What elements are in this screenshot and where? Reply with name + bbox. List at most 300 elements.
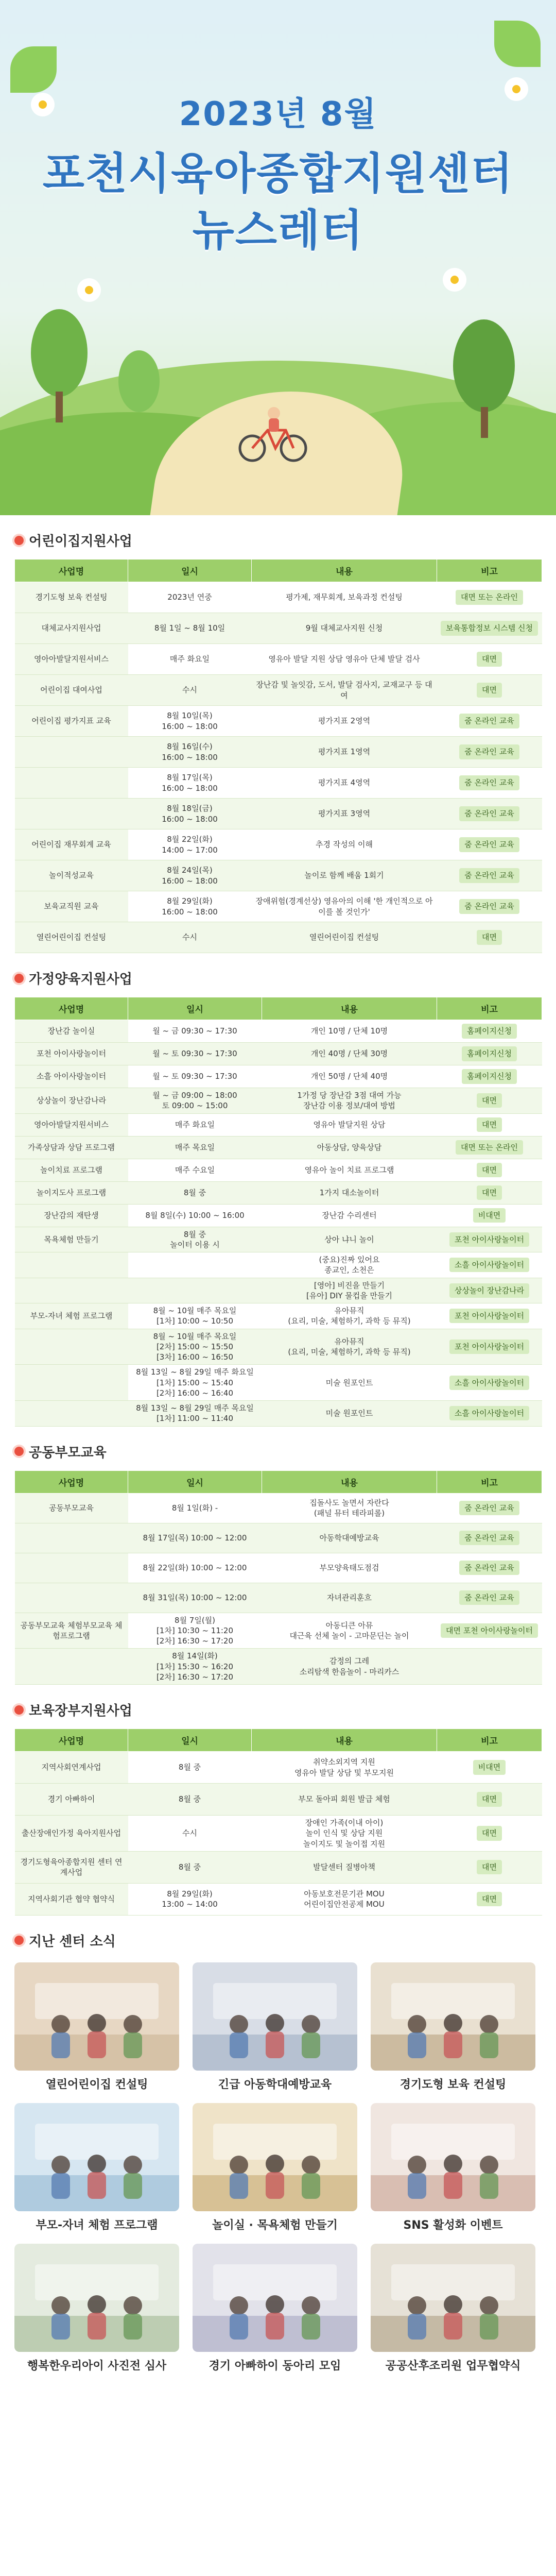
table-cell: 월 ~ 토 09:30 ~ 17:30: [128, 1043, 262, 1065]
method-badge: 대면: [477, 1185, 502, 1200]
news-photo: [14, 2103, 179, 2211]
table-row: [15, 1883, 542, 1915]
table-cell: (중요)진짜 있어요 종교인, 소천은: [262, 1252, 437, 1278]
table-cell: 1가정 당 장난감 3점 대여 가능 장난감 이용 정보/대여 방법: [262, 1088, 437, 1114]
news-photo: [14, 1962, 179, 2071]
table-cell: 8월 17일(목) 16:00 ~ 18:00: [128, 768, 252, 799]
table-row: [15, 768, 542, 799]
table-cell: [128, 1252, 262, 1278]
table-cell: [437, 582, 542, 613]
table-cell: 상아 냐니 놀이: [262, 1227, 437, 1252]
family-support-table: [14, 997, 542, 1427]
table-cell: 수시: [128, 922, 252, 953]
table-cell: 매주 화요일: [128, 1113, 262, 1136]
section-title: 가정양육지원사업: [14, 953, 542, 997]
table-row: [15, 644, 542, 675]
news-caption: 부모-자녀 체험 프로그램: [36, 2218, 158, 2232]
table-row: [15, 1159, 542, 1181]
table-cell: 평가지표 4영역: [252, 768, 437, 799]
family-support-section: [0, 953, 556, 1427]
table-cell: 8월 중: [128, 1851, 252, 1883]
caregiver-support-section: [0, 1685, 556, 1916]
table-cell: 보육교직원 교육: [15, 891, 128, 922]
section-title: 공동부모교육: [14, 1427, 542, 1470]
method-badge: 소흘 아이사랑놀이터: [449, 1406, 529, 1420]
table-cell: 포천 아이사랑놀이터: [15, 1043, 128, 1065]
table-cell: 1가지 대소놀이터: [262, 1181, 437, 1204]
table-cell: [437, 1181, 542, 1204]
table-cell: [15, 1649, 128, 1685]
column-header: 비고: [437, 997, 542, 1020]
hero-subtitle: 뉴스레터: [192, 205, 364, 256]
table-row: [15, 1303, 542, 1329]
table-header-row: [15, 997, 542, 1020]
table-row: [15, 582, 542, 613]
table-header-row: [15, 560, 542, 582]
table-cell: [437, 1583, 542, 1613]
table-cell: 놀이지도사 프로그램: [15, 1181, 128, 1204]
news-card: [371, 2103, 535, 2232]
caregiver-support-table: [14, 1728, 542, 1916]
column-header: 일시: [128, 1729, 252, 1752]
method-badge: 줌 온라인 교육: [459, 1501, 519, 1515]
column-header: 일시: [128, 1470, 262, 1493]
news-caption: 놀이실 · 목욕체험 만들기: [212, 2218, 338, 2232]
table-cell: 8월 24일(목) 16:00 ~ 18:00: [128, 860, 252, 891]
method-badge: 줌 온라인 교육: [459, 837, 519, 852]
table-cell: 놀이로 함께 배움 1회기: [252, 860, 437, 891]
table-cell: 소흘 아이사랑놀이터: [15, 1065, 128, 1088]
news-caption: 경기 아빠하이 동아리 모임: [208, 2359, 341, 2372]
table-row: [15, 1227, 542, 1252]
method-badge: 대면: [477, 683, 502, 697]
column-header: 사업명: [15, 997, 128, 1020]
table-cell: [437, 1329, 542, 1365]
table-row: [15, 1252, 542, 1278]
column-header: 사업명: [15, 1729, 128, 1752]
table-cell: 목욕체험 만들기: [15, 1227, 128, 1252]
table-row: [15, 1065, 542, 1088]
table-cell: 영유아 놀이 치료 프로그램: [262, 1159, 437, 1181]
table-row: [15, 1784, 542, 1816]
table-cell: 개인 50명 / 단체 40명: [262, 1065, 437, 1088]
method-badge: 대면: [477, 1892, 502, 1906]
table-cell: 8월 17일(목) 10:00 ~ 12:00: [128, 1523, 262, 1553]
hero-date: 2023년 8월: [179, 95, 377, 133]
table-cell: 아동학대예방교육: [262, 1523, 437, 1553]
column-header: 사업명: [15, 560, 128, 582]
table-cell: [437, 860, 542, 891]
table-cell: [437, 1816, 542, 1852]
table-row: [15, 1851, 542, 1883]
table-cell: 공동부모교육 체험부모교육 체험프로그램: [15, 1613, 128, 1649]
table-cell: 월 ~ 금 09:00 ~ 18:00 토 09:00 ~ 15:00: [128, 1088, 262, 1114]
section-marker-icon: [14, 1447, 24, 1456]
news-photo: [371, 2244, 535, 2352]
table-cell: [15, 1365, 128, 1401]
table-cell: 개인 40명 / 단체 30명: [262, 1043, 437, 1065]
table-cell: 8월 ~ 10월 매주 목요일 [1차] 10:00 ~ 10:50: [128, 1303, 262, 1329]
table-cell: [15, 799, 128, 829]
news-card: [14, 2244, 179, 2373]
table-cell: 경기도형육아종합지원 센터 연계사업: [15, 1851, 128, 1883]
method-badge: 대면: [477, 652, 502, 666]
table-row: [15, 1204, 542, 1227]
news-section: [0, 1916, 556, 1959]
method-badge: 대면: [477, 1792, 502, 1806]
table-cell: 열린어린이집 컨설팅: [252, 922, 437, 953]
column-header: 일시: [128, 997, 262, 1020]
table-row: [15, 1329, 542, 1365]
news-photo: [193, 2103, 357, 2211]
section-marker-icon: [14, 1705, 24, 1715]
table-cell: [437, 1401, 542, 1427]
column-header: 내용: [262, 1470, 437, 1493]
table-cell: [128, 1278, 262, 1303]
table-cell: 장난감의 재탄생: [15, 1204, 128, 1227]
table-header-row: [15, 1729, 542, 1752]
table-cell: [437, 922, 542, 953]
table-cell: 8월 29일(화) 16:00 ~ 18:00: [128, 891, 252, 922]
table-row: [15, 1401, 542, 1427]
table-cell: [437, 1752, 542, 1784]
table-row: [15, 1278, 542, 1303]
table-header-row: [15, 1470, 542, 1493]
table-cell: [437, 1851, 542, 1883]
section-title: 보육장부지원사업: [14, 1685, 542, 1728]
table-cell: 가족상담과 상담 프로그램: [15, 1136, 128, 1159]
table-cell: [15, 768, 128, 799]
table-cell: 경기도형 보육 컨설팅: [15, 582, 128, 613]
method-badge: 줌 온라인 교육: [459, 775, 519, 790]
method-badge: 소흘 아이사랑놀이터: [449, 1376, 529, 1390]
table-cell: 8월 18일(금) 16:00 ~ 18:00: [128, 799, 252, 829]
table-cell: [437, 1043, 542, 1065]
flower-icon: [77, 278, 101, 302]
table-cell: [437, 1252, 542, 1278]
news-card: [193, 2244, 357, 2373]
table-cell: 매주 수요일: [128, 1159, 262, 1181]
flower-icon: [443, 268, 466, 292]
method-badge: 줌 온라인 교육: [459, 714, 519, 728]
table-cell: [437, 1365, 542, 1401]
tree-icon: [453, 319, 515, 412]
news-photo: [371, 1962, 535, 2071]
hero-title: 포천시육아종합지원센터: [42, 148, 514, 199]
method-badge: 비대면: [473, 1760, 506, 1774]
table-cell: 출산장애인가정 육아지원사업: [15, 1816, 128, 1852]
table-cell: 8월 중: [128, 1752, 252, 1784]
table-cell: [437, 1784, 542, 1816]
method-badge: 대면 또는 온라인: [456, 1140, 523, 1155]
table-cell: 8월 31일(목) 10:00 ~ 12:00: [128, 1583, 262, 1613]
parent-education-section: [0, 1427, 556, 1685]
method-badge: 대면: [477, 930, 502, 944]
news-card: [14, 1962, 179, 2092]
table-cell: [437, 891, 542, 922]
table-cell: [437, 768, 542, 799]
table-cell: 8월 10일(목) 16:00 ~ 18:00: [128, 706, 252, 737]
column-header: 내용: [252, 1729, 437, 1752]
table-cell: 평가지표 1영역: [252, 737, 437, 768]
method-badge: 대면: [477, 1826, 502, 1840]
table-cell: [15, 1583, 128, 1613]
tree-trunk: [56, 392, 63, 422]
table-row: [15, 1136, 542, 1159]
section-marker-icon: [14, 974, 24, 983]
method-badge: 포천 아이사랑놀이터: [449, 1232, 529, 1247]
table-cell: 미술 원포인트: [262, 1401, 437, 1427]
table-cell: 개인 10명 / 단체 10명: [262, 1020, 437, 1043]
method-badge: 줌 온라인 교육: [459, 744, 519, 759]
table-cell: 추경 작성의 이해: [252, 829, 437, 860]
daycare-support-section: [0, 515, 556, 953]
table-cell: 아동디큰 아뮤 대근육 선체 놀이 - 고마문딘는 놀이: [262, 1613, 437, 1649]
table-cell: [15, 1523, 128, 1553]
table-cell: 2023년 연중: [128, 582, 252, 613]
table-cell: 유아뮤직 (요리, 미술, 체험하기, 과학 등 뮤직): [262, 1303, 437, 1329]
news-photo: [371, 2103, 535, 2211]
news-caption: 행복한우리아이 사진전 심사: [27, 2359, 167, 2372]
table-cell: [437, 1649, 542, 1685]
table-cell: 취약소외지역 지원 영유아 발달 상담 및 부모지원: [252, 1752, 437, 1784]
method-badge: 홈페이지신청: [462, 1046, 517, 1061]
table-cell: 8월 22일(화) 10:00 ~ 12:00: [128, 1553, 262, 1583]
table-cell: 9월 대체교사지원 신청: [252, 613, 437, 644]
news-caption: 경기도형 보육 컨설팅: [399, 2078, 507, 2091]
table-row: [15, 1181, 542, 1204]
news-photo: [193, 1962, 357, 2071]
table-cell: 아동상담, 양육상담: [262, 1136, 437, 1159]
tree-trunk: [481, 407, 488, 438]
table-cell: [437, 1278, 542, 1303]
method-badge: 비대면: [473, 1208, 506, 1223]
table-cell: [15, 1401, 128, 1427]
table-cell: [437, 737, 542, 768]
table-cell: [437, 613, 542, 644]
table-cell: 8월 1일(화) -: [128, 1493, 262, 1523]
table-cell: 아동보호전문기관 MOU 어린이집안전공제 MOU: [252, 1883, 437, 1915]
table-cell: [437, 644, 542, 675]
leaf-icon: [10, 46, 57, 93]
table-cell: 월 ~ 토 09:30 ~ 17:30: [128, 1065, 262, 1088]
table-cell: [437, 1493, 542, 1523]
table-cell: 지역사회연계사업: [15, 1752, 128, 1784]
news-card: [193, 1962, 357, 2092]
method-badge: 대면 포천 아이사랑놀이터: [441, 1623, 538, 1638]
tree-icon: [31, 309, 88, 397]
table-cell: [437, 1113, 542, 1136]
table-cell: 8월 ~ 10월 매주 목요일 [2차] 15:00 ~ 15:50 [3차] 16:00 ~ 16:50: [128, 1329, 262, 1365]
table-cell: 8월 29일(화) 13:00 ~ 14:00: [128, 1883, 252, 1915]
section-title: 어린이집지원사업: [14, 515, 542, 559]
tree-icon: [118, 350, 160, 412]
table-cell: 감정의 그레 소리탐색 한음놀이 - 마리카스: [262, 1649, 437, 1685]
leaf-icon: [494, 21, 541, 67]
table-cell: [437, 1883, 542, 1915]
table-cell: [437, 675, 542, 706]
table-cell: [437, 1088, 542, 1114]
method-badge: 홈페이지신청: [462, 1069, 517, 1083]
table-cell: 8월 8일(수) 10:00 ~ 16:00: [128, 1204, 262, 1227]
news-card: [371, 2244, 535, 2373]
news-caption: 긴급 아동학대예방교육: [218, 2078, 332, 2091]
table-cell: [15, 1553, 128, 1583]
table-cell: [15, 1252, 128, 1278]
table-cell: 8월 16일(수) 16:00 ~ 18:00: [128, 737, 252, 768]
table-row: [15, 1583, 542, 1613]
table-row: [15, 1752, 542, 1784]
table-cell: 영유아 발달 지원 상담 영유아 단체 발달 검사: [252, 644, 437, 675]
method-badge: 줌 온라인 교육: [459, 806, 519, 821]
table-cell: 어린이집 재무회계 교육: [15, 829, 128, 860]
table-cell: 대체교사지원사업: [15, 613, 128, 644]
table-cell: 장애위험(경계선상) 영유아의 이해 '한 개인적으로 아이를 볼 것인가': [252, 891, 437, 922]
table-cell: [437, 1227, 542, 1252]
table-cell: 집돌사도 놀면서 자란다 (패널 뮤터 테라피롤): [262, 1493, 437, 1523]
table-cell: 지역사회기관 협약 협약식: [15, 1883, 128, 1915]
table-cell: 공동부모교육: [15, 1493, 128, 1523]
table-cell: 놀이치료 프로그램: [15, 1159, 128, 1181]
table-row: [15, 799, 542, 829]
column-header: 내용: [252, 560, 437, 582]
table-cell: 경기 아빠하이: [15, 1784, 128, 1816]
method-badge: 대면: [477, 1117, 502, 1132]
method-badge: 대면: [477, 1860, 502, 1874]
table-cell: 장난감 및 놀잇감, 도서, 발달 검사지, 교재교구 등 대여: [252, 675, 437, 706]
table-cell: 8월 13일 ~ 8월 29일 매주 목요일 [1차] 11:00 ~ 11:40: [128, 1401, 262, 1427]
table-row: [15, 1113, 542, 1136]
column-header: 일시: [128, 560, 252, 582]
table-cell: 평가지표 3영역: [252, 799, 437, 829]
table-row: [15, 1613, 542, 1649]
method-badge: 줌 온라인 교육: [459, 1561, 519, 1575]
table-cell: 발달센터 질병아책: [252, 1851, 437, 1883]
method-badge: 보육통합정보 시스템 신청: [441, 621, 538, 635]
section-marker-icon: [14, 536, 24, 545]
table-cell: [437, 799, 542, 829]
news-photo: [14, 2244, 179, 2352]
table-cell: [437, 1613, 542, 1649]
table-cell: 8월 중: [128, 1181, 262, 1204]
news-card: [371, 1962, 535, 2092]
table-cell: 8월 중: [128, 1784, 252, 1816]
news-caption: 공공산후조리원 업무협약식: [385, 2359, 521, 2372]
table-row: [15, 1493, 542, 1523]
method-badge: 대면: [477, 1163, 502, 1177]
table-row: [15, 1649, 542, 1685]
news-photo: [193, 2244, 357, 2352]
method-badge: 줌 온라인 교육: [459, 899, 519, 913]
news-caption: 열린어린이집 컨설팅: [45, 2078, 148, 2091]
method-badge: 대면: [477, 1093, 502, 1108]
table-cell: [437, 1303, 542, 1329]
table-row: [15, 1816, 542, 1852]
method-badge: 줌 온라인 교육: [459, 868, 519, 883]
table-cell: 미술 원포인트: [262, 1365, 437, 1401]
table-cell: 상상놀이 장난감나라: [15, 1088, 128, 1114]
table-cell: 매주 목요일: [128, 1136, 262, 1159]
table-row: [15, 1365, 542, 1401]
method-badge: 줌 온라인 교육: [459, 1531, 519, 1545]
table-row: [15, 829, 542, 860]
method-badge: 소흘 아이사랑놀이터: [449, 1258, 529, 1272]
table-cell: 8월 1일 ~ 8월 10일: [128, 613, 252, 644]
table-cell: [15, 737, 128, 768]
method-badge: 포천 아이사랑놀이터: [449, 1340, 529, 1354]
table-row: [15, 613, 542, 644]
table-cell: [437, 1065, 542, 1088]
table-cell: 열린어린이집 컨설팅: [15, 922, 128, 953]
table-cell: 월 ~ 금 09:30 ~ 17:30: [128, 1020, 262, 1043]
column-header: 내용: [262, 997, 437, 1020]
table-row: [15, 891, 542, 922]
table-cell: [437, 706, 542, 737]
table-cell: 장난감 수리센터: [262, 1204, 437, 1227]
table-cell: 8월 7일(월) [1차] 10:30 ~ 11:20 [2차] 16:30 ~ 17:20: [128, 1613, 262, 1649]
table-row: [15, 1088, 542, 1114]
table-cell: 영아아발달지원서비스: [15, 1113, 128, 1136]
method-badge: 줌 온라인 교육: [459, 1590, 519, 1605]
news-gallery: [0, 1959, 556, 2378]
table-cell: 평가지표 2영역: [252, 706, 437, 737]
method-badge: 대면 또는 온라인: [456, 590, 523, 604]
table-row: [15, 737, 542, 768]
column-header: 비고: [437, 560, 542, 582]
table-cell: [437, 1020, 542, 1043]
table-cell: [437, 829, 542, 860]
method-badge: 상상놀이 장난감나라: [449, 1283, 529, 1298]
table-cell: 부모양육태도점검: [262, 1553, 437, 1583]
news-card: [14, 2103, 179, 2232]
column-header: 사업명: [15, 1470, 128, 1493]
table-cell: 장애인 가족(이내 아이) 놀이 인식 및 상담 지원 놀이지도 및 놀이접 지원: [252, 1816, 437, 1852]
table-row: [15, 860, 542, 891]
table-cell: [437, 1553, 542, 1583]
table-cell: 영유아 발달지원 상담: [262, 1113, 437, 1136]
method-badge: 홈페이지신청: [462, 1024, 517, 1038]
section-title: 지난 센터 소식: [14, 1916, 542, 1959]
method-badge: 포천 아이사랑놀이터: [449, 1309, 529, 1323]
table-cell: 부모-자녀 체험 프로그램: [15, 1303, 128, 1329]
table-row: [15, 1043, 542, 1065]
table-cell: 어린이집 평가지표 교육: [15, 706, 128, 737]
table-cell: [437, 1159, 542, 1181]
table-cell: 8월 중 놀이터 이용 시: [128, 1227, 262, 1252]
column-header: 비고: [437, 1729, 542, 1752]
table-row: [15, 1523, 542, 1553]
table-cell: 8월 14일(화) [1차] 15:30 ~ 16:20 [2차] 16:30 ~ 17:20: [128, 1649, 262, 1685]
table-cell: 8월 13일 ~ 8월 29일 매주 화요일 [1차] 15:00 ~ 15:40 [2차] 16:00 ~ 16:40: [128, 1365, 262, 1401]
table-cell: 영아아발달지원서비스: [15, 644, 128, 675]
column-header: 비고: [437, 1470, 542, 1493]
daycare-support-table: [14, 559, 542, 953]
table-cell: [437, 1204, 542, 1227]
table-cell: 8월 22일(화) 14:00 ~ 17:00: [128, 829, 252, 860]
section-marker-icon: [14, 1936, 24, 1945]
news-card: [193, 2103, 357, 2232]
table-cell: 평가제, 재무회계, 보육과정 컨설팅: [252, 582, 437, 613]
table-cell: [15, 1329, 128, 1365]
table-cell: 매주 화요일: [128, 644, 252, 675]
table-cell: 유아뮤직 (요리, 미술, 체험하기, 과학 등 뮤직): [262, 1329, 437, 1365]
table-cell: 자녀관리훈흐: [262, 1583, 437, 1613]
table-cell: [437, 1523, 542, 1553]
table-cell: 부모 돌아피 회원 발급 체험: [252, 1784, 437, 1816]
table-row: [15, 706, 542, 737]
table-row: [15, 675, 542, 706]
table-cell: 장난감 놀이실: [15, 1020, 128, 1043]
